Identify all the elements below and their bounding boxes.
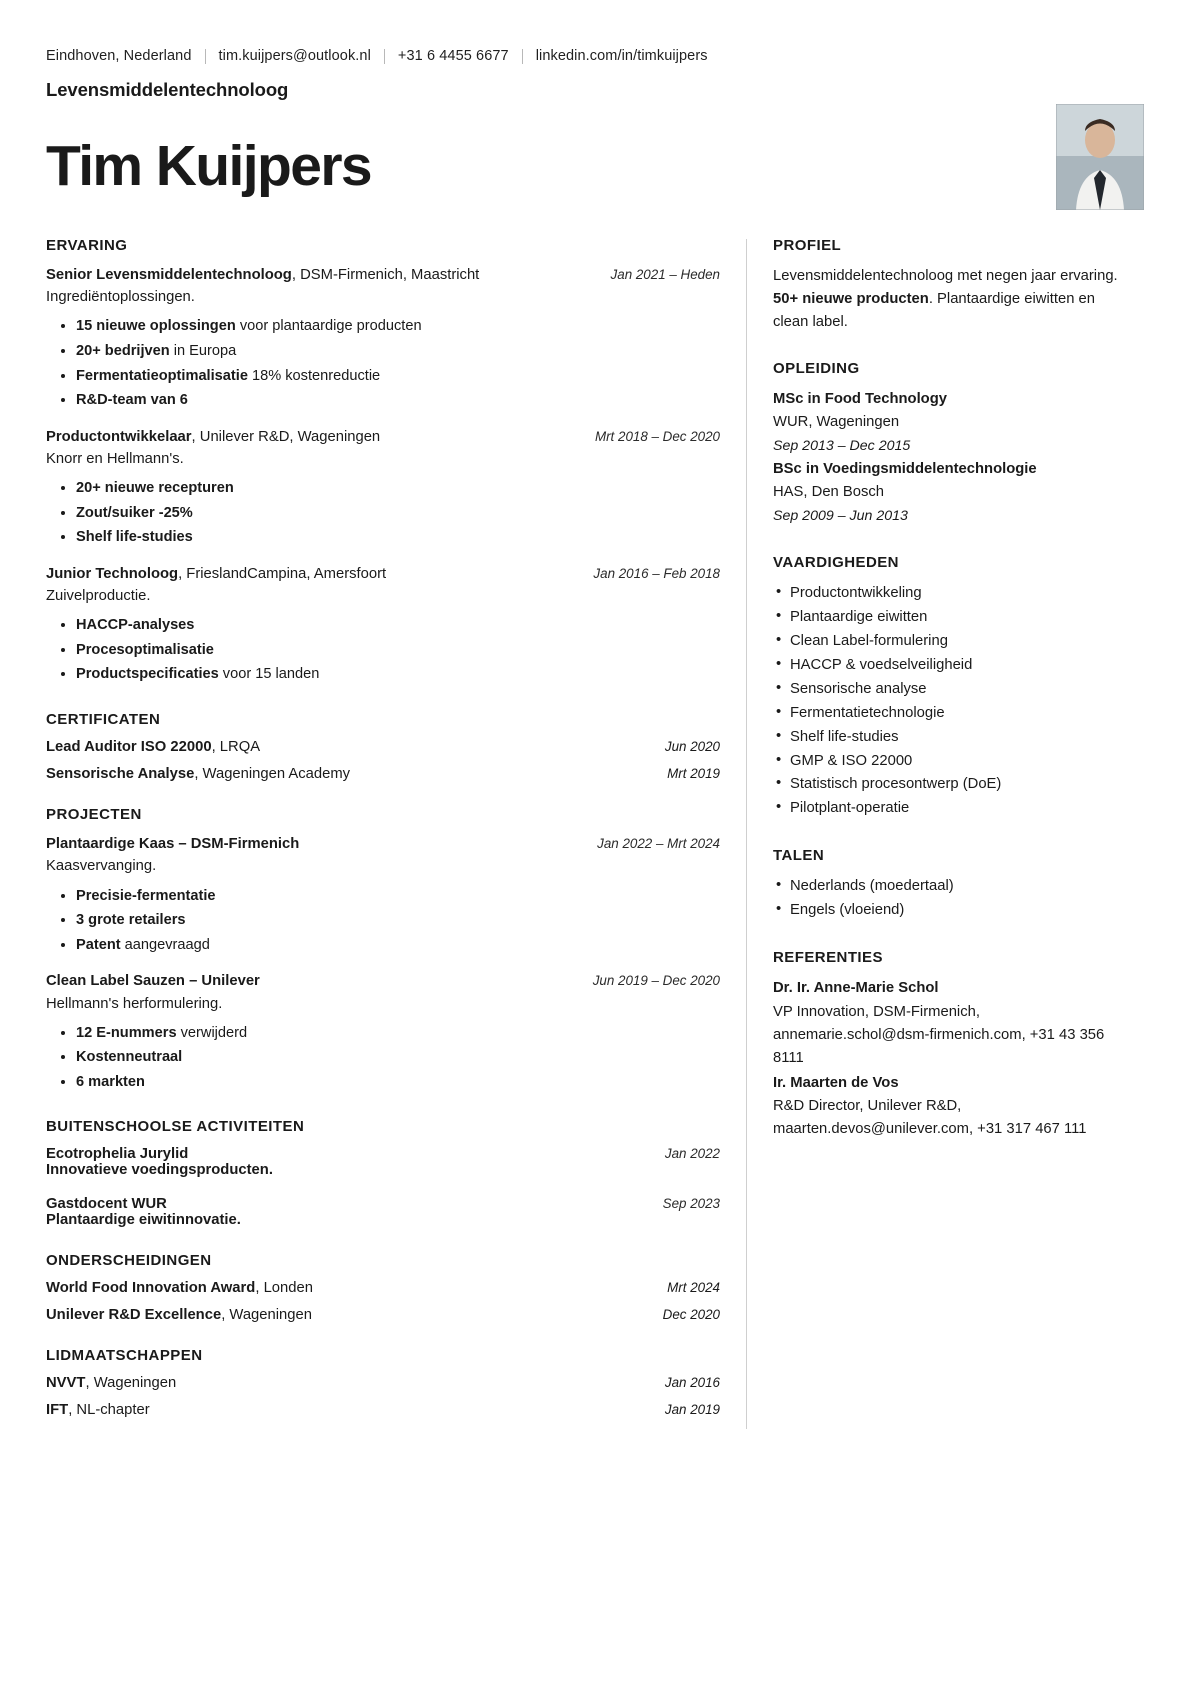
profile-text: Levensmiddelentechnoloog met negen jaar ervaring. 50+ nieuwe producten. Plantaardige eiwitten en clean label. <box>773 267 1118 330</box>
list-item: • Patent aangevraagd <box>76 933 720 958</box>
activity-subtitle: Plantaardige eiwitinnovatie. <box>46 1212 241 1229</box>
certificate-row: Sensorische Analyse, Wageningen Academy Mrt 2019 <box>46 765 720 782</box>
section-heading-languages: TALEN <box>773 847 825 865</box>
reference-name: Dr. Ir. Anne-Marie Schol <box>773 980 939 997</box>
list-item: • Productontwikkeling <box>790 582 1119 606</box>
project-item <box>46 834 720 957</box>
experience-title-bold: Senior Levensmiddelentechnoloog <box>46 266 292 283</box>
certificate-date: Jun 2020 <box>664 738 720 754</box>
experience-title: Productontwikkelaar, Unilever R&D, Wageningen <box>46 428 381 445</box>
list-item: • HACCP & voedselveiligheid <box>790 654 1119 678</box>
activity-date: Sep 2023 <box>662 1196 720 1212</box>
education-dates: Sep 2009 – Jun 2013 <box>773 508 908 525</box>
divider-icon <box>522 49 523 64</box>
contact-line <box>46 48 1144 64</box>
job-role-title: Levensmiddelentechnoloog <box>46 79 289 100</box>
section-heading-experience: ERVARING <box>46 236 128 254</box>
project-subtitle: Kaasvervanging. <box>46 858 157 875</box>
list-item: • 20+ bedrijven in Europa <box>76 339 720 364</box>
list-item: • 15 nieuwe oplossingen voor plantaardige producten <box>76 314 720 339</box>
list-item: • GMP & ISO 22000 <box>790 750 1119 774</box>
section-heading-education: OPLEIDING <box>773 359 860 377</box>
experience-date: Jan 2016 – Feb 2018 <box>593 565 720 581</box>
reference-name: Ir. Maarten de Vos <box>773 1074 899 1091</box>
list-item: • Plantaardige eiwitten <box>790 606 1119 630</box>
activity-item <box>46 1196 720 1228</box>
contact-linkedin[interactable]: linkedin.com/in/timkuijpers <box>535 48 708 64</box>
contact-email[interactable]: tim.kuijpers@outlook.nl <box>218 48 371 64</box>
experience-title-rest: , DSM-Firmenich, Maastricht <box>291 266 480 283</box>
education-item <box>773 458 1119 528</box>
section-heading-profile: PROFIEL <box>773 236 842 254</box>
avatar <box>1056 104 1144 210</box>
experience-date: Mrt 2018 – Dec 2020 <box>594 428 720 444</box>
project-date: Jan 2022 – Mrt 2024 <box>597 835 720 851</box>
list-item: • Engels (vloeiend) <box>790 899 1119 923</box>
membership-row: NVVT, Wageningen Jan 2016 <box>46 1375 720 1392</box>
portrait-photo-icon <box>1056 104 1144 210</box>
list-item: • Productspecificaties voor 15 landen <box>76 662 720 687</box>
section-heading-skills: VAARDIGHEDEN <box>773 553 899 571</box>
reference-details: R&D Director, Unilever R&D, maarten.devos@unilever.com, +31 317 467 111 <box>773 1098 1087 1138</box>
experience-bullets <box>46 476 720 550</box>
award-date: Dec 2020 <box>662 1307 720 1323</box>
education-item <box>773 388 1119 458</box>
project-subtitle: Hellmann's herformulering. <box>46 995 223 1012</box>
award-row: World Food Innovation Award, Londen Mrt 2024 <box>46 1280 720 1297</box>
section-heading-references: REFERENTIES <box>773 949 883 967</box>
experience-bullets <box>46 613 720 687</box>
membership-row: IFT, NL-chapter Jan 2019 <box>46 1402 720 1419</box>
list-item: • Statistisch procesontwerp (DoE) <box>790 773 1119 797</box>
skills-list <box>773 582 1119 822</box>
list-item: • Sensorische analyse <box>790 678 1119 702</box>
list-item: • Kostenneutraal <box>76 1045 720 1070</box>
list-item: • Shelf life-studies <box>76 525 720 550</box>
section-heading-projects: PROJECTEN <box>46 805 142 823</box>
left-column <box>46 237 746 1429</box>
list-item: • Nederlands (moedertaal) <box>790 875 1119 899</box>
section-heading-certificates: CERTIFICATEN <box>46 710 161 728</box>
list-item: • Zout/suiker -25% <box>76 501 720 526</box>
education-school: HAS, Den Bosch <box>773 484 885 501</box>
list-item: • 20+ nieuwe recepturen <box>76 476 720 501</box>
experience-subtitle: Zuivelproductie. <box>46 588 151 605</box>
list-item: • Pilotplant-operatie <box>790 797 1119 821</box>
list-item: • Clean Label-formulering <box>790 630 1119 654</box>
project-title: Plantaardige Kaas – DSM-Firmenich <box>46 835 300 852</box>
membership-date: Jan 2016 <box>664 1375 720 1391</box>
list-item: • Precisie-fermentatie <box>76 884 720 909</box>
activity-date: Jan 2022 <box>664 1146 720 1162</box>
activity-title: Gastdocent WUR <box>46 1196 167 1213</box>
experience-bullets <box>46 314 720 412</box>
experience-item <box>46 564 720 687</box>
project-bullets <box>46 1021 720 1095</box>
list-item: • Fermentatietechnologie <box>790 702 1119 726</box>
section-heading-awards: ONDERSCHEIDINGEN <box>46 1252 212 1270</box>
award-row: Unilever R&D Excellence, Wageningen Dec 2020 <box>46 1307 720 1324</box>
education-school: WUR, Wageningen <box>773 414 900 431</box>
list-item: • R&D-team van 6 <box>76 388 720 413</box>
education-degree: BSc in Voedingsmiddelentechnologie <box>773 460 1037 477</box>
award-date: Mrt 2024 <box>667 1280 720 1296</box>
experience-date: Jan 2021 – Heden <box>610 266 720 282</box>
right-column <box>747 237 1119 1429</box>
activity-subtitle: Innovatieve voedingsproducten. <box>46 1162 273 1179</box>
contact-phone[interactable]: +31 6 4455 6677 <box>397 48 509 64</box>
reference-details: VP Innovation, DSM-Firmenich, annemarie.schol@dsm-firmenich.com, +31 43 356 8111 <box>773 1004 1105 1066</box>
project-date: Jun 2019 – Dec 2020 <box>592 973 720 989</box>
divider-icon <box>384 49 385 64</box>
list-item: • Fermentatieoptimalisatie 18% kostenreductie <box>76 364 720 389</box>
education-dates: Sep 2013 – Dec 2015 <box>773 437 911 454</box>
experience-subtitle: Knorr en Hellmann's. <box>46 451 184 467</box>
project-item <box>46 971 720 1094</box>
page-title: Tim Kuijpers <box>46 134 371 198</box>
experience-title: Junior Technoloog, FrieslandCampina, Amersfoort <box>46 565 387 582</box>
section-heading-activities: BUITENSCHOOLSE ACTIVITEITEN <box>46 1118 305 1136</box>
section-heading-memberships: LIDMAATSCHAPPEN <box>46 1347 203 1365</box>
divider-icon <box>205 49 206 64</box>
list-item: • HACCP-analyses <box>76 613 720 638</box>
membership-date: Jan 2019 <box>664 1402 720 1418</box>
list-item: • 3 grote retailers <box>76 908 720 933</box>
project-bullets <box>46 884 720 958</box>
education-degree: MSc in Food Technology <box>773 390 947 407</box>
activity-item <box>46 1146 720 1178</box>
list-item: • 6 markten <box>76 1070 720 1095</box>
experience-subtitle: Ingrediëntoplossingen. <box>46 289 195 306</box>
experience-title <box>46 265 479 286</box>
list-item: • Shelf life-studies <box>790 726 1119 750</box>
reference-item <box>773 977 1119 1069</box>
experience-item <box>46 427 720 550</box>
project-title: Clean Label Sauzen – Unilever <box>46 973 260 990</box>
languages-list <box>773 875 1119 923</box>
activity-title: Ecotrophelia Jurylid <box>46 1146 189 1163</box>
contact-location: Eindhoven, Nederland <box>46 48 192 64</box>
reference-item <box>773 1072 1119 1142</box>
content-columns <box>46 237 1144 1429</box>
experience-item <box>46 265 720 413</box>
list-item: • 12 E-nummers verwijderd <box>76 1021 720 1046</box>
certificate-row: Lead Auditor ISO 22000, LRQA Jun 2020 <box>46 738 720 755</box>
list-item: • Procesoptimalisatie <box>76 638 720 663</box>
certificate-date: Mrt 2019 <box>667 765 720 781</box>
